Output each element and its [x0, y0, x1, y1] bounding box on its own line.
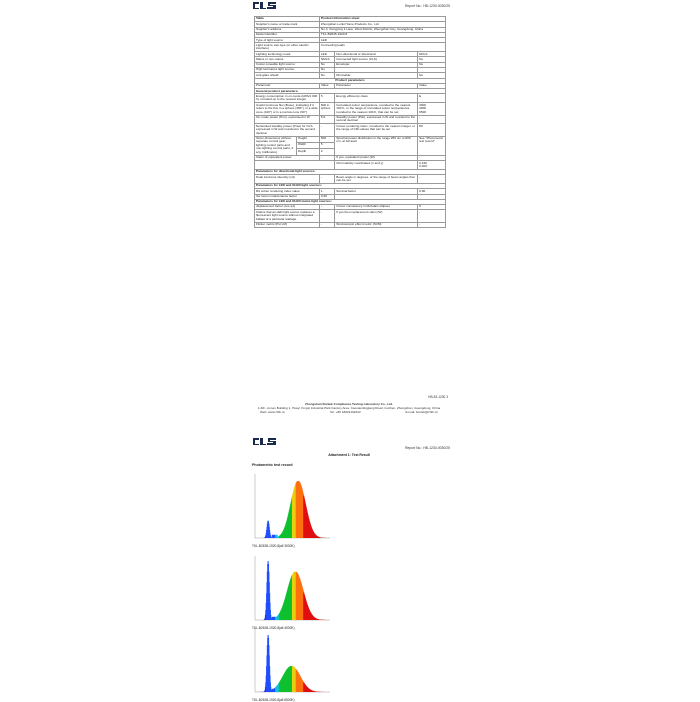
footer-address: 1-6/F., Annex Building 1, Huayi Yongxi Industrial Park Factory Area, Caoxiandingjiang Road, Guzhen, Zhongshan, Guangdong, China: [257, 406, 441, 410]
table-row: [255, 222, 446, 227]
table-cell: Colour-tuneable light source:: [255, 62, 320, 67]
footer-tel: Tel: +86 18022192222: [329, 410, 361, 414]
table-cell: Envelope:: [335, 62, 418, 67]
company-logo: [252, 436, 278, 446]
table-cell: LED: [319, 52, 334, 57]
table-cell: Survival factor: [335, 189, 418, 194]
table-header-cell: Product information sheet: [319, 17, 445, 22]
table-cell: -: [418, 175, 446, 184]
table-cell: General product parameters:: [255, 89, 446, 94]
table-cell: LED: [319, 38, 445, 43]
table-cell: R9 colour rendering index value: [255, 189, 320, 194]
table-cell: -: [319, 124, 334, 136]
table-cell: -: [418, 222, 446, 227]
table-cell: -: [319, 155, 334, 160]
table-cell: Value: [319, 83, 334, 88]
table-cell: Energy efficiency class: [335, 94, 418, 103]
table-cell: displacement factor (cos φ1): [255, 205, 320, 210]
table-cell: Standby power (Psb), expressed in W and rounded to the second decimal: [335, 115, 418, 124]
spectrum-chart-1: [252, 470, 332, 548]
table-cell: Width: [297, 142, 320, 148]
table-cell: Parameters for LED and OLED light sources:: [255, 183, 446, 188]
table-cell: the lumen maintenance factor: [255, 194, 320, 199]
table-cell: 1: [319, 189, 334, 194]
spectrum-caption: TKL-B2635-1920-8(all 6500K): [252, 698, 295, 702]
table-cell: Model identifier: [255, 32, 320, 37]
table-row: [255, 210, 446, 222]
spectrum-plot: [252, 470, 332, 542]
table-cell: Non-directional or directional: [335, 52, 418, 57]
table-cell: 5: [319, 142, 334, 148]
spectrum-chart-3: [252, 624, 332, 702]
report-number: Report No.: HB-1230-0030/25: [404, 446, 450, 450]
table-row: [255, 175, 446, 184]
table-cell: -: [319, 210, 334, 222]
product-information-table: [254, 16, 446, 228]
section-title: Photometric test record: [252, 463, 293, 467]
table-cell: If yes, equivalent power (W): [335, 155, 418, 160]
table-cell: -: [418, 115, 446, 124]
company-logo: [252, 0, 278, 10]
footer: [248, 402, 450, 414]
table-cell: Connected light source (CLS): [335, 57, 418, 62]
table-cell: See "Photometric test record": [418, 136, 446, 155]
table-cell: Parameters for LED and OLED mains light sources:: [255, 199, 446, 204]
table-cell: Stroboscopic effect metric (SVM): [335, 222, 418, 227]
table-row: [255, 103, 446, 115]
table-cell: Parameter: [255, 83, 320, 88]
table-cell: Depth: [297, 149, 320, 155]
table-row: [255, 115, 446, 124]
table-cell: 500: [319, 136, 334, 142]
table-cell: Spectral power distribution in the range 250 nm to 800 nm, at full-load: [335, 136, 418, 155]
table-row: [255, 161, 446, 170]
report-page-2: [248, 436, 450, 700]
table-cell: 80: [418, 124, 446, 136]
spectrum-caption: TKL-B2635-1920-8(all 4000K): [252, 626, 295, 630]
footer-company: Zhongshan Bonlek Compliance Testing Laboratory Co., Ltd.: [304, 402, 394, 406]
table-cell: Claims that an LED light source replaces a fluorescent light source without integrated ballast of a particular wattage.: [255, 210, 320, 222]
footer-website[interactable]: Web: www.zhlb.cn: [260, 410, 286, 414]
spectrum-plot: [252, 552, 332, 624]
table-cell: No: [418, 73, 446, 78]
table-cell: Parameter: [335, 83, 418, 88]
table-cell: Outer dimensions without separate control gear, lighting control parts and non-lighting control parts, if any (millimetre): [255, 136, 297, 155]
table-cell: NDLS: [418, 52, 446, 57]
table-cell: [255, 161, 335, 170]
table-cell: 0.90: [418, 189, 446, 194]
spectrum-chart-2: [252, 552, 332, 630]
table-cell: High luminance light source:: [255, 68, 320, 73]
table-cell: Height: [297, 136, 320, 142]
table-cell: On-mode power (Pon), expressed in W: [255, 115, 320, 124]
table-cell: Useful luminous flux (Φuse), indicating if it refers to the flux in a sphere (360°), in a wide cone (120°) or in a narrow cone (90°): [256, 102, 318, 114]
table-cell: No.3, Xiongying 2 Lane, West District, Zhongshan City, Guangdong, China: [319, 27, 445, 32]
table-cell: Colour rendering index, rounded to the nearest integer, or the range of CRI-values that can be set: [335, 124, 418, 136]
table-cell: 3000 4000 6500: [418, 103, 446, 115]
table-cell: Anti-glare shield:: [255, 73, 320, 78]
spectrum-caption: TKL-B2635-1920-8(all 3000K): [252, 544, 295, 548]
table-cell: If yes then replacement claim (W): [335, 210, 418, 222]
table-cell: Supplier's name or trade mark: [255, 22, 320, 27]
table-cell: Dimmable:: [335, 73, 418, 78]
table-cell: Lighting technology used:: [255, 52, 320, 57]
table-cell: Claim of equivalent power: [255, 155, 320, 160]
table-cell: Supplier's address: [255, 27, 320, 32]
table-cell: Type of light source:: [255, 38, 320, 43]
page-number: HB-53-1230 3: [428, 395, 448, 399]
table-cell: No: [319, 68, 334, 73]
table-cell: -: [418, 210, 446, 222]
table-cell: 0.96: [319, 194, 334, 199]
table-cell: Zhongshan Lunki Home Products Co., Ltd.: [319, 22, 445, 27]
table-cell: Energy consumption in on-mode (kWh/1 000 h), rounded up to the nearest integer: [255, 94, 320, 103]
table-row: [255, 124, 446, 136]
table-cell: Light source cap-type (or other electric interface): [255, 43, 320, 52]
table-cell: Networked standby power (Pnet) for CLS, expressed in W and rounded to the second decimal: [255, 124, 320, 136]
table-cell: Value: [418, 83, 446, 88]
table-cell: No: [319, 73, 334, 78]
footer-email[interactable]: E-mail: bonlek@zhlb.cn: [405, 410, 438, 414]
table-cell: 600 in sphere: [319, 103, 334, 115]
table-cell: -: [319, 205, 334, 210]
table-cell: -: [319, 175, 334, 184]
table-row: [255, 94, 446, 103]
table-cell: Colour consistency in McAdam ellipses: [335, 205, 418, 210]
table-cell: TKL-B2635-1920-8: [319, 32, 445, 37]
table-cell: Peak luminous intensity (cd): [255, 175, 320, 184]
table-cell: 5.0: [319, 115, 334, 124]
table-cell: E: [418, 94, 446, 103]
table-cell: 5: [319, 94, 334, 103]
table-cell: Mains or non-mains:: [255, 57, 320, 62]
table-row: [255, 43, 446, 52]
table-cell: No: [418, 62, 446, 67]
table-cell: Flicker metric (Pst LM): [255, 222, 320, 227]
spectrum-plot: [252, 624, 332, 696]
table-cell: No: [418, 57, 446, 62]
table-cell: Connecting leads: [319, 43, 445, 52]
attachment-title: Attachment 1: Test Result: [328, 453, 370, 457]
table-cell: -: [418, 155, 446, 160]
report-page-1: [248, 0, 450, 430]
table-cell: 6: [418, 205, 446, 210]
table-cell: 2: [319, 149, 334, 155]
table-header-cell: Table: [255, 17, 320, 22]
table-cell: NMLS: [319, 57, 334, 62]
table-cell: -: [319, 222, 334, 227]
table-cell: Chromaticity coordinates (x and y): [335, 161, 418, 170]
table-cell: Product parameters: [255, 78, 446, 83]
table-cell: No: [319, 62, 334, 67]
table-cell: Parameters for directional light sources:: [255, 169, 446, 174]
table-cell: Correlated colour temperature, rounded to the nearest 100 K, or the range of correlated colour temperatures, rounded to the nearest 100 K, that can be set: [335, 103, 418, 115]
report-number: Report No.: HB-1230-0030/25: [404, 4, 450, 8]
table-cell: 0.440 0.403: [418, 161, 446, 170]
table-row: [255, 136, 446, 142]
table-cell: Beam angle in degrees, or the range of beam angles that can be set: [335, 175, 418, 184]
